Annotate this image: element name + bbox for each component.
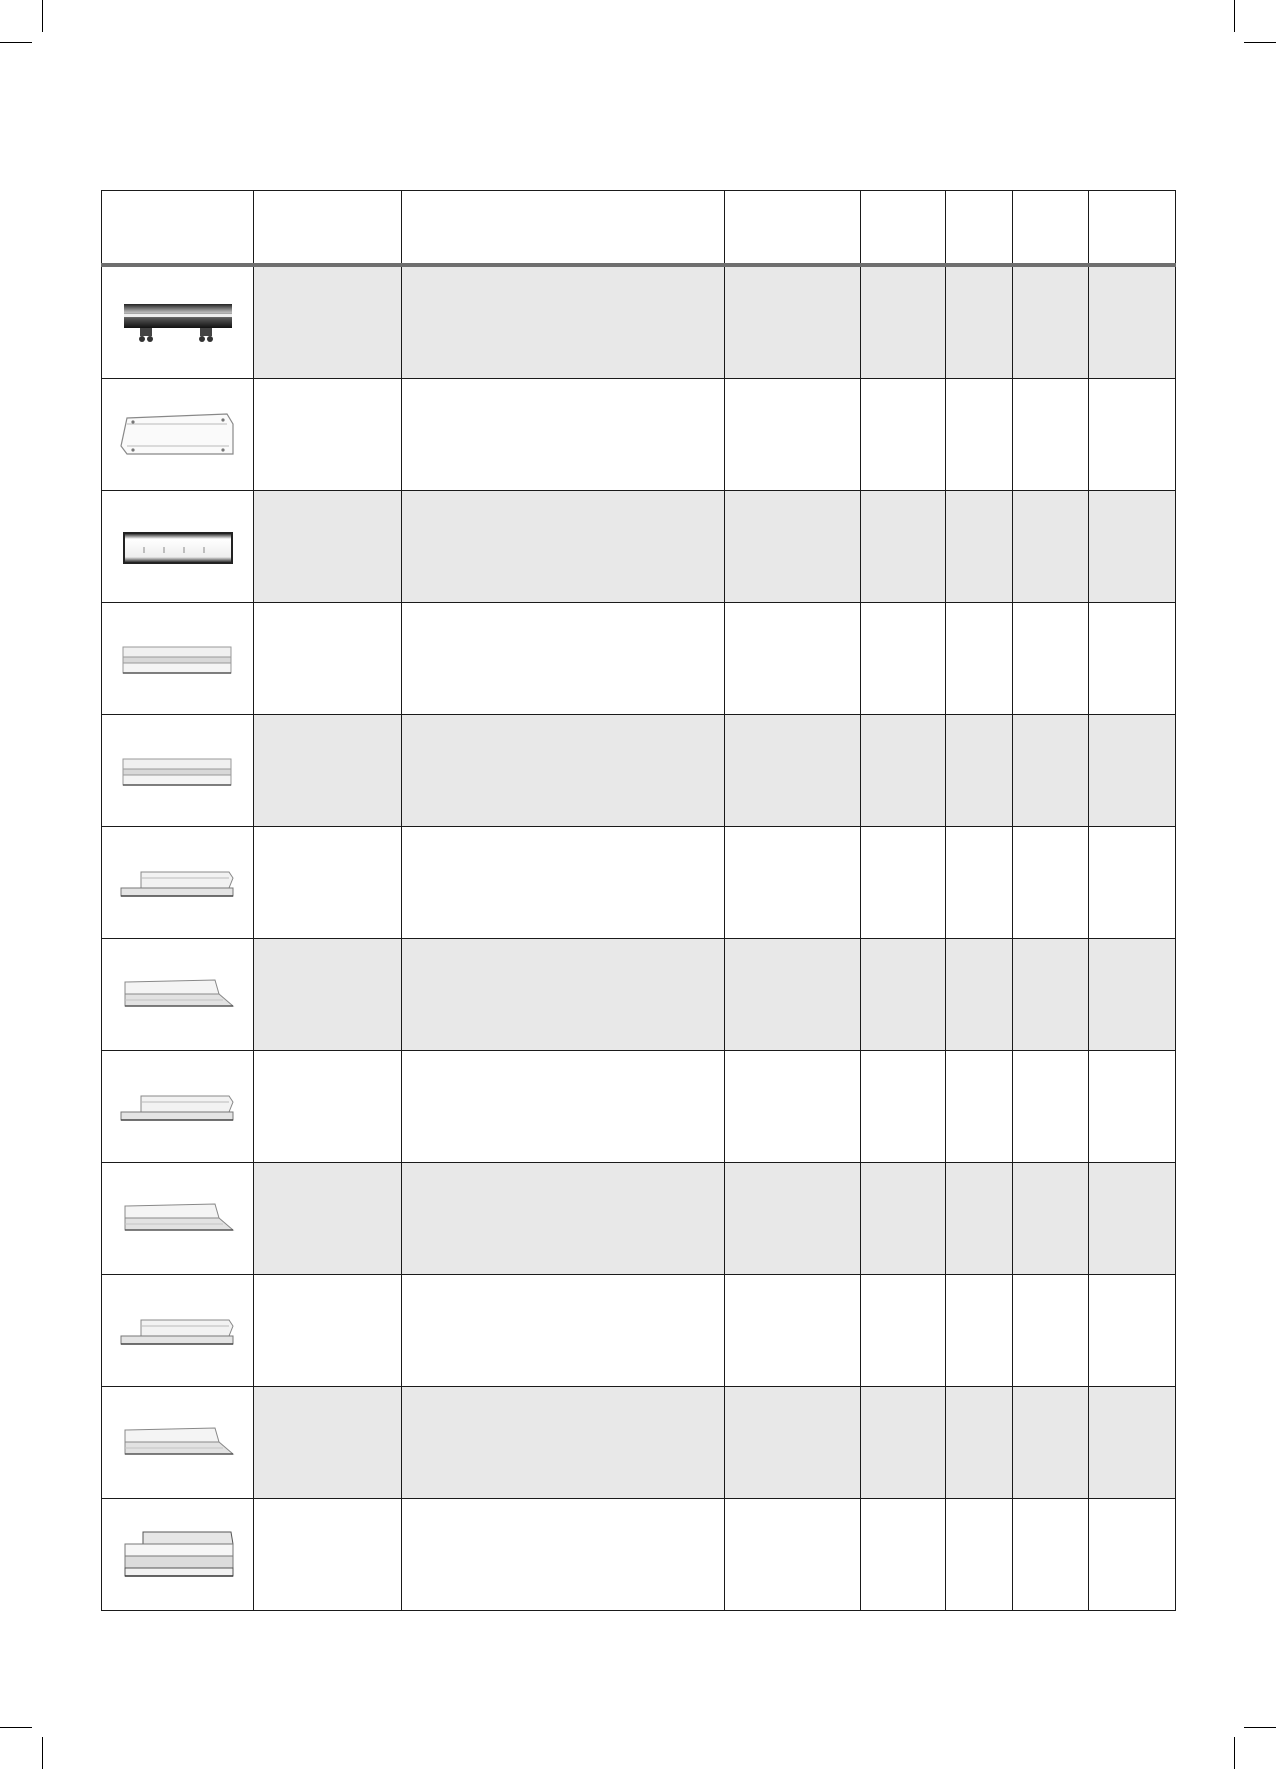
table-cell [254,827,402,939]
table-cell [254,1163,402,1275]
table-cell [1089,1275,1176,1387]
column-header [725,191,861,266]
table-cell [946,1163,1013,1275]
table-row [102,1387,1176,1499]
table-cell [254,491,402,603]
table-cell [1089,1499,1176,1611]
table-cell [254,265,402,379]
table-cell [1013,603,1089,715]
table-cell [946,603,1013,715]
flat-bracket-plate-icon [102,410,253,460]
step-lip-profile-icon [102,1090,253,1124]
product-image-cell [102,1051,254,1163]
graduated-ruler-bar-icon [102,527,253,567]
table-cell [861,939,946,1051]
table-cell [1013,1387,1089,1499]
column-header [1089,191,1176,266]
table-cell [946,827,1013,939]
table-cell [861,491,946,603]
table-row [102,827,1176,939]
table-cell [402,491,725,603]
table-cell [402,265,725,379]
table-cell [402,939,725,1051]
crop-mark [42,0,43,32]
product-image-cell [102,603,254,715]
table-cell [946,491,1013,603]
table-cell [1013,1051,1089,1163]
crop-mark [0,1727,32,1728]
product-image-cell [102,1499,254,1611]
table-cell [1089,715,1176,827]
table-cell [946,379,1013,491]
table-cell [946,1051,1013,1163]
product-image-cell [102,379,254,491]
step-lip-profile-icon [102,866,253,900]
table-cell [1013,379,1089,491]
column-header [1013,191,1089,266]
table-cell [946,715,1013,827]
table-cell [1013,265,1089,379]
table-cell [402,603,725,715]
table-cell [946,1387,1013,1499]
table-cell [1089,603,1176,715]
table-cell [861,603,946,715]
table-cell [254,1051,402,1163]
table-cell [402,379,725,491]
table-row [102,715,1176,827]
table-cell [725,603,861,715]
table-cell [725,715,861,827]
crop-mark [1234,0,1235,32]
table-cell [946,1275,1013,1387]
table-row [102,1163,1176,1275]
table-cell [725,265,861,379]
crop-mark [1234,1737,1235,1769]
table-cell [861,827,946,939]
table-cell [861,1275,946,1387]
crop-mark [1244,42,1276,43]
product-image-cell [102,1163,254,1275]
table-cell [725,1387,861,1499]
table-cell [1089,1387,1176,1499]
product-image-cell [102,265,254,379]
table-row [102,265,1176,379]
dark-rail-with-clamps-icon [102,298,253,348]
table-cell [725,827,861,939]
table-cell [725,1499,861,1611]
table-cell [1013,1499,1089,1611]
table-cell [861,1051,946,1163]
table-cell [1089,827,1176,939]
table-cell [402,1499,725,1611]
table-cell [946,939,1013,1051]
table-cell [861,1163,946,1275]
column-header [946,191,1013,266]
table-cell [1013,1163,1089,1275]
table-row [102,379,1176,491]
product-image-cell [102,1275,254,1387]
table-cell [861,715,946,827]
table-cell [725,939,861,1051]
table-cell [1013,939,1089,1051]
table-cell [1013,491,1089,603]
crop-mark [42,1737,43,1769]
table-cell [254,1275,402,1387]
table-cell [946,265,1013,379]
table-cell [254,715,402,827]
table-cell [1089,939,1176,1051]
table-cell [254,1387,402,1499]
table-cell [402,1163,725,1275]
product-table [101,190,1176,1611]
product-image-cell [102,939,254,1051]
column-header [402,191,725,266]
table-cell [402,715,725,827]
table-cell [946,1499,1013,1611]
table-cell [725,1163,861,1275]
table-cell [725,1051,861,1163]
table-row [102,603,1176,715]
table-row [102,1499,1176,1611]
column-header [861,191,946,266]
table-cell [1089,379,1176,491]
table-header-row [102,191,1176,266]
table-row [102,1051,1176,1163]
table-cell [861,265,946,379]
crop-mark [1244,1727,1276,1728]
product-image-cell [102,827,254,939]
table-cell [1089,491,1176,603]
table-cell [725,491,861,603]
step-lip-profile-icon [102,1314,253,1348]
column-header [102,191,254,266]
table-cell [725,379,861,491]
table-cell [861,1499,946,1611]
table-cell [1013,827,1089,939]
angled-flange-profile-icon [102,1424,253,1462]
table-cell [402,1051,725,1163]
table-cell [861,1387,946,1499]
crop-mark [0,42,32,43]
table-cell [725,1275,861,1387]
table-cell [402,1387,725,1499]
table-row [102,1275,1176,1387]
table-cell [402,1275,725,1387]
table-cell [402,827,725,939]
double-lip-profile-icon [102,753,253,789]
table-cell [1089,1163,1176,1275]
table-row [102,939,1176,1051]
table-row [102,491,1176,603]
double-lip-profile-icon [102,641,253,677]
table-cell [254,939,402,1051]
table-cell [1089,265,1176,379]
table-cell [254,1499,402,1611]
angled-flange-profile-icon [102,976,253,1014]
table-cell [861,379,946,491]
product-image-cell [102,491,254,603]
table-cell [254,603,402,715]
angled-flange-profile-icon [102,1200,253,1238]
table-cell [254,379,402,491]
column-header [254,191,402,266]
product-image-cell [102,1387,254,1499]
table-cell [1013,715,1089,827]
table-cell [1089,1051,1176,1163]
stacked-rail-profile-icon [102,1528,253,1582]
table-cell [1013,1275,1089,1387]
product-image-cell [102,715,254,827]
